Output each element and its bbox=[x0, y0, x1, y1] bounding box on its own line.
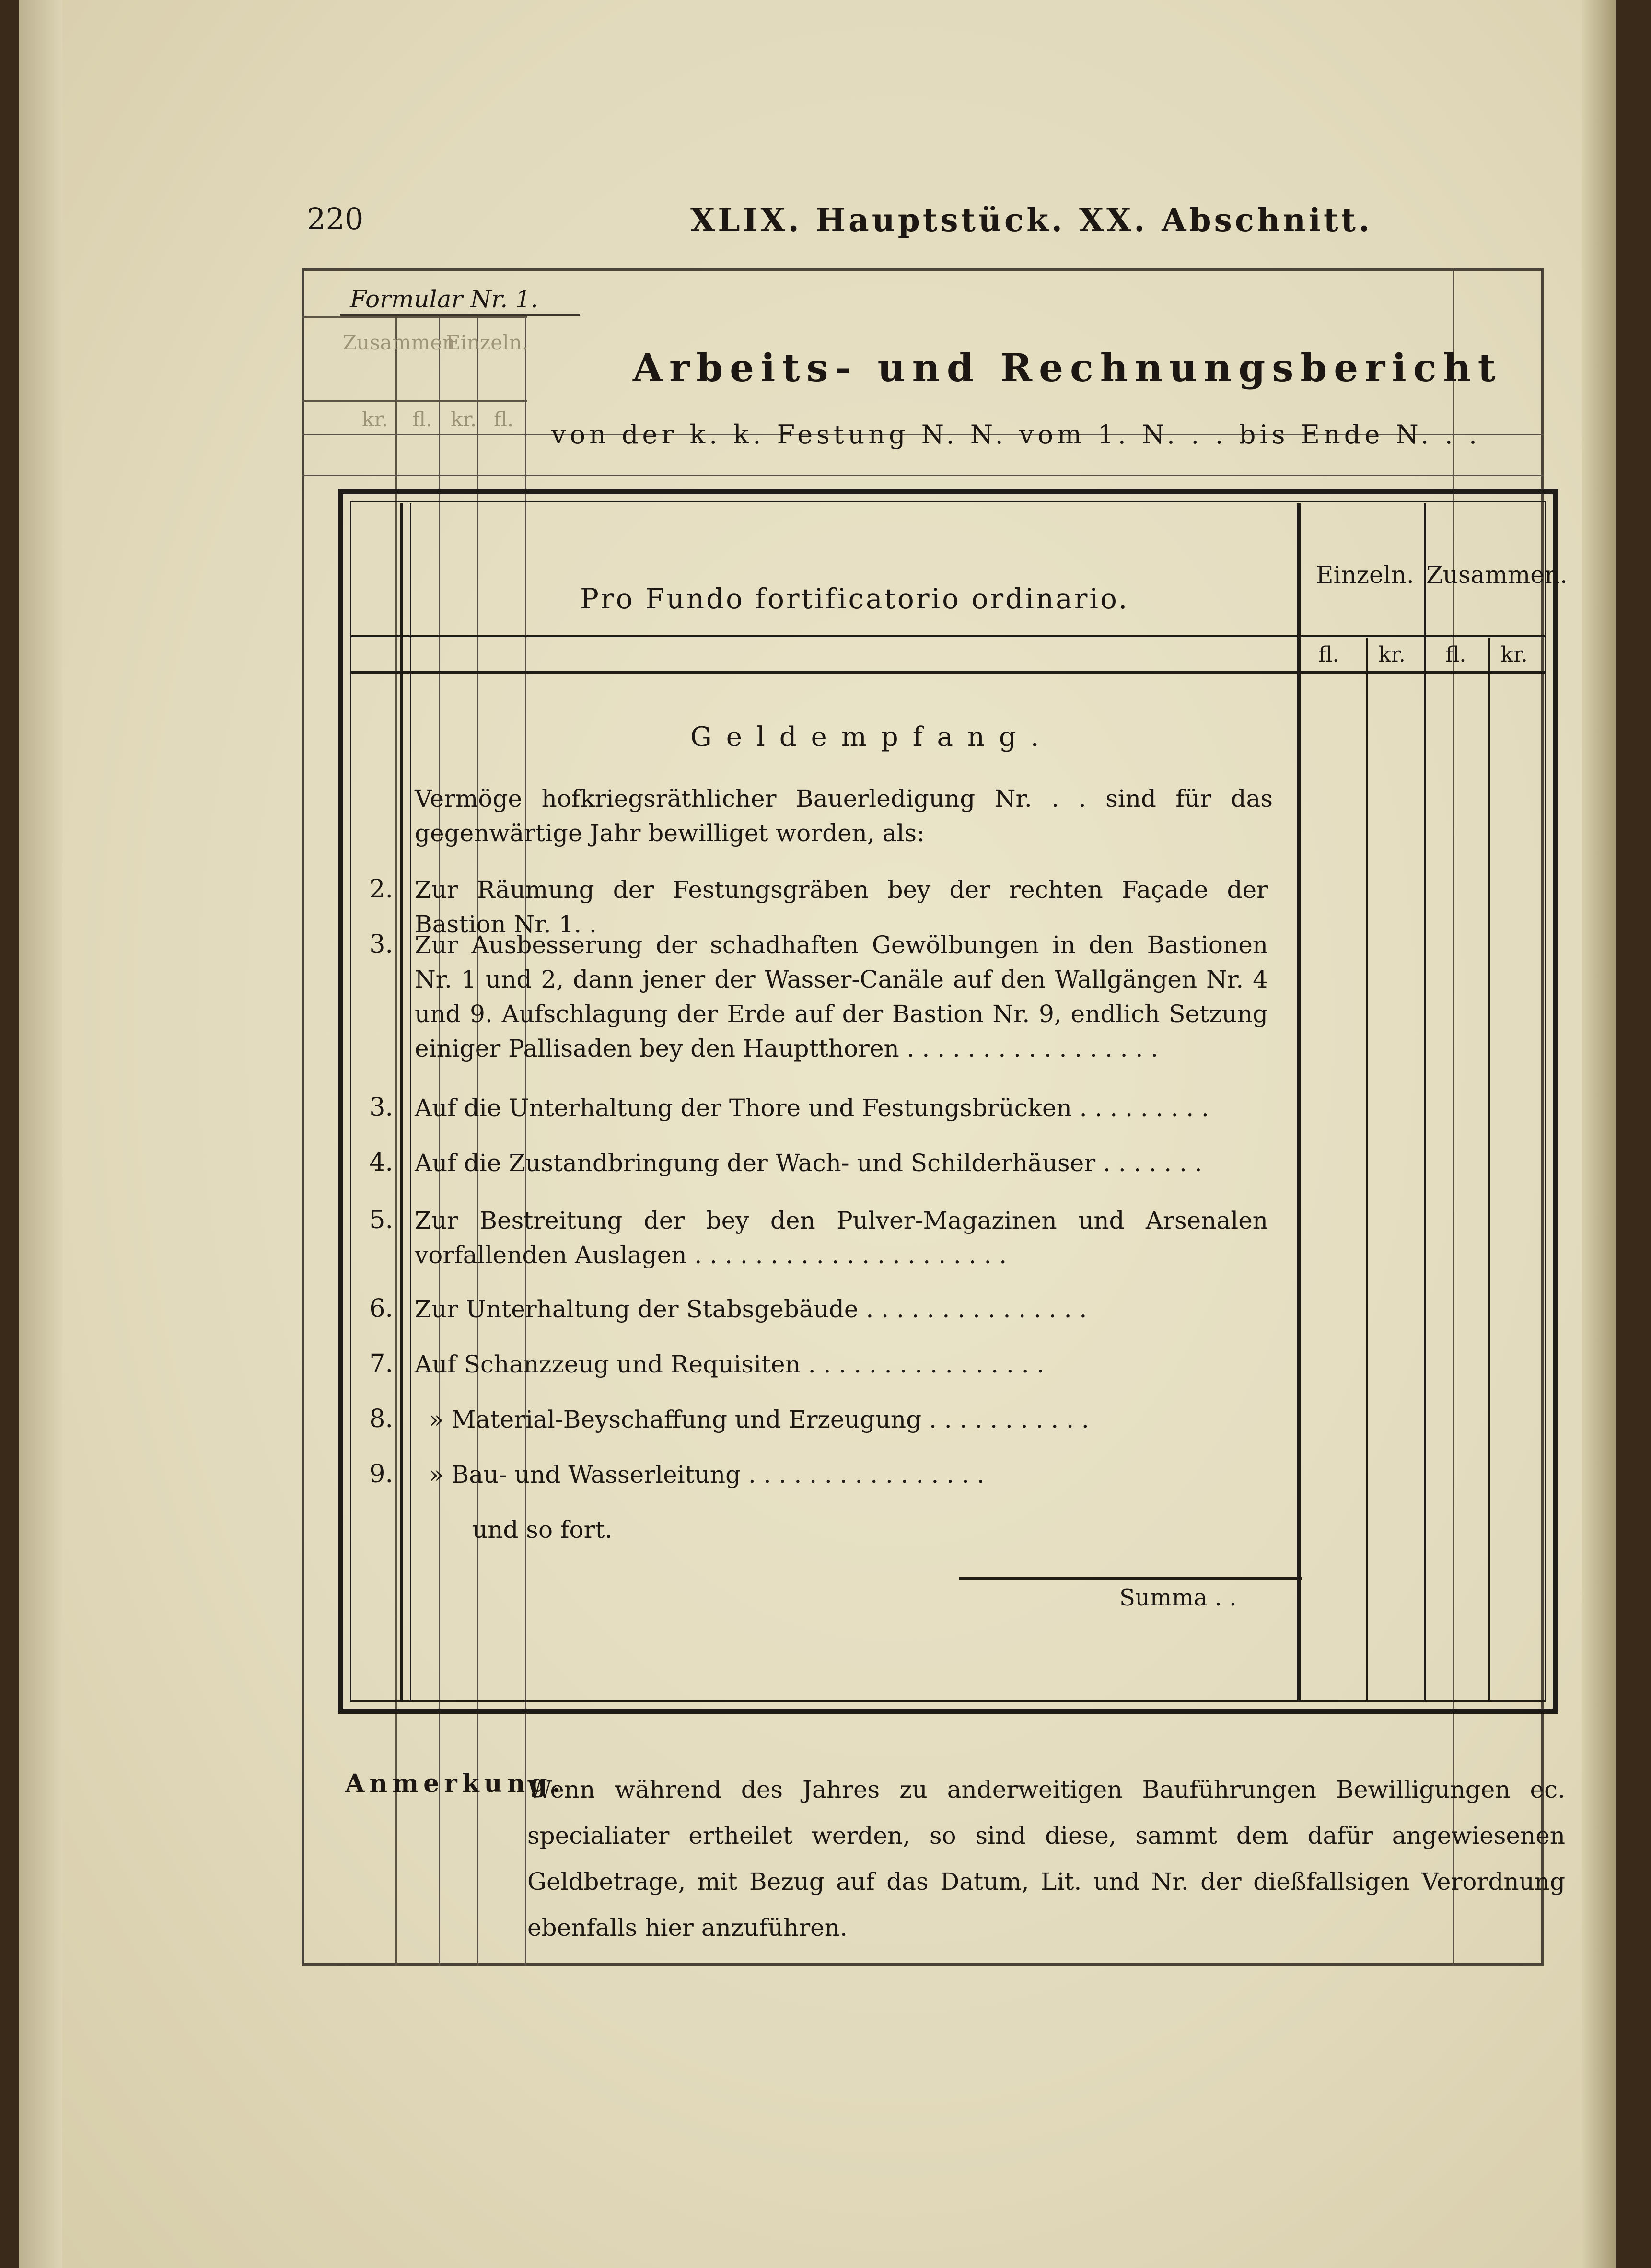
report-subtitle: von der k. k. Festung N. N. vom 1. N. . . bis Ende N. . . bbox=[551, 419, 1481, 450]
table-rule-header bbox=[350, 635, 1546, 637]
ghost-fl-label: fl. bbox=[412, 407, 432, 431]
intro-paragraph: Vermöge hofkriegsräthlicher Bauerledigung Nr. . . sind für das gegenwärtige Jahr bewilliget worden, als: bbox=[415, 785, 1273, 847]
unit-fl: fl. bbox=[1318, 642, 1339, 667]
closing-line: und so fort. bbox=[472, 1516, 613, 1544]
row-number: 7. bbox=[369, 1349, 393, 1378]
page-gutter bbox=[19, 0, 62, 2268]
form-ruling-line bbox=[302, 475, 1544, 476]
table-rule-amount-column bbox=[1488, 638, 1490, 1702]
ghost-zusammen-label: Zusammen bbox=[343, 331, 455, 354]
section-heading-geldempfang: Geldempfang. bbox=[690, 721, 1054, 753]
ghost-fl-label: fl. bbox=[494, 407, 514, 431]
column-header-einzeln: Einzeln. bbox=[1316, 561, 1414, 589]
row-number: 3. bbox=[369, 1093, 393, 1122]
ghost-einzeln-label: Einzeln. bbox=[446, 331, 528, 354]
summa-rule bbox=[959, 1577, 1302, 1580]
row-number: 9. bbox=[369, 1460, 393, 1489]
table-rule-amount-column bbox=[1366, 638, 1368, 1702]
row-number: 5. bbox=[369, 1206, 393, 1234]
ghost-kr-label: kr. bbox=[362, 407, 388, 431]
table-rule-header bbox=[350, 671, 1546, 674]
anmerkung-label: Anmerkung. bbox=[345, 1769, 566, 1798]
report-title: Arbeits- und Rechnungsbericht bbox=[633, 345, 1502, 390]
form-ruling-line bbox=[302, 316, 527, 318]
table-row: Auf die Zustandbringung der Wach- und Schilderhäuser . . . . . . . bbox=[415, 1149, 1202, 1177]
table-rule-number-column bbox=[400, 503, 403, 1702]
row-number: 4. bbox=[369, 1148, 393, 1177]
row-number: 6. bbox=[369, 1294, 393, 1323]
row-number: 2. bbox=[369, 875, 393, 904]
anmerkung-text: Wenn während des Jahres zu anderweitigen Bauführungen Bewilligungen ec. specialiater ertheilet werden, so sind diese, sammt dem dafür angewiesenen Geldbetrage, mit Bezug auf das Datum, Lit. und Nr. der dießfallsigen Verordnung ebenfalls hier anzuführen. bbox=[527, 1776, 1565, 1942]
form-ruling-line bbox=[302, 400, 527, 402]
table-row: Zur Ausbesserung der schadhaften Gewölbungen in den Bastionen Nr. 1 und 2, dann jener der Wasser-Canäle auf den Wallgängen Nr. 4 und 9. Aufschlagung der Erde auf der Bastion Nr. 9, endlich Setzung einiger Pallisaden bey den Hauptthoren . . . . . . . . . . . . . . . . . bbox=[415, 931, 1268, 1062]
page-edge bbox=[1582, 0, 1616, 2268]
page-number: 220 bbox=[307, 201, 364, 236]
book-page bbox=[19, 0, 1616, 2268]
formular-underline bbox=[340, 314, 580, 316]
table-rule-number-column bbox=[410, 503, 411, 1702]
ghost-kr-label: kr. bbox=[451, 407, 477, 431]
formular-label: Formular Nr. 1. bbox=[350, 285, 538, 313]
table-rule-amount-column bbox=[1297, 503, 1301, 1702]
table-row: Zur Räumung der Festungsgräben bey der rechten Façade der Bastion Nr. 1. . bbox=[415, 876, 1268, 938]
unit-kr: kr. bbox=[1500, 642, 1528, 667]
table-rule-amount-column bbox=[1424, 503, 1426, 1702]
row-number: 3. bbox=[369, 930, 393, 959]
table-row: » Bau- und Wasserleitung . . . . . . . . . . . . . . . . bbox=[429, 1461, 985, 1489]
unit-kr: kr. bbox=[1378, 642, 1406, 667]
table-row: Auf Schanzzeug und Requisiten . . . . . . . . . . . . . . . . bbox=[415, 1350, 1045, 1378]
table-row: Zur Bestreitung der bey den Pulver-Magazinen und Arsenalen vorfallenden Auslagen . . . . . . . . . . . . . . . . . . . . . bbox=[415, 1207, 1268, 1269]
row-number: 8. bbox=[369, 1405, 393, 1433]
running-title: XLIX. Hauptstück. XX. Abschnitt. bbox=[690, 201, 1372, 239]
fund-title: Pro Fundo fortificatorio ordinario. bbox=[580, 582, 1129, 615]
column-header-zusammen: Zusammen. bbox=[1426, 561, 1568, 589]
table-row: » Material-Beyschaffung und Erzeugung . . . . . . . . . . . bbox=[429, 1406, 1089, 1433]
running-head bbox=[19, 201, 1616, 240]
table-row: Auf die Unterhaltung der Thore und Festungsbrücken . . . . . . . . . bbox=[415, 1094, 1209, 1122]
unit-fl: fl. bbox=[1445, 642, 1466, 667]
table-row: Zur Unterhaltung der Stabsgebäude . . . . . . . . . . . . . . . bbox=[415, 1295, 1087, 1323]
summa-label: Summa . . bbox=[1119, 1584, 1237, 1611]
